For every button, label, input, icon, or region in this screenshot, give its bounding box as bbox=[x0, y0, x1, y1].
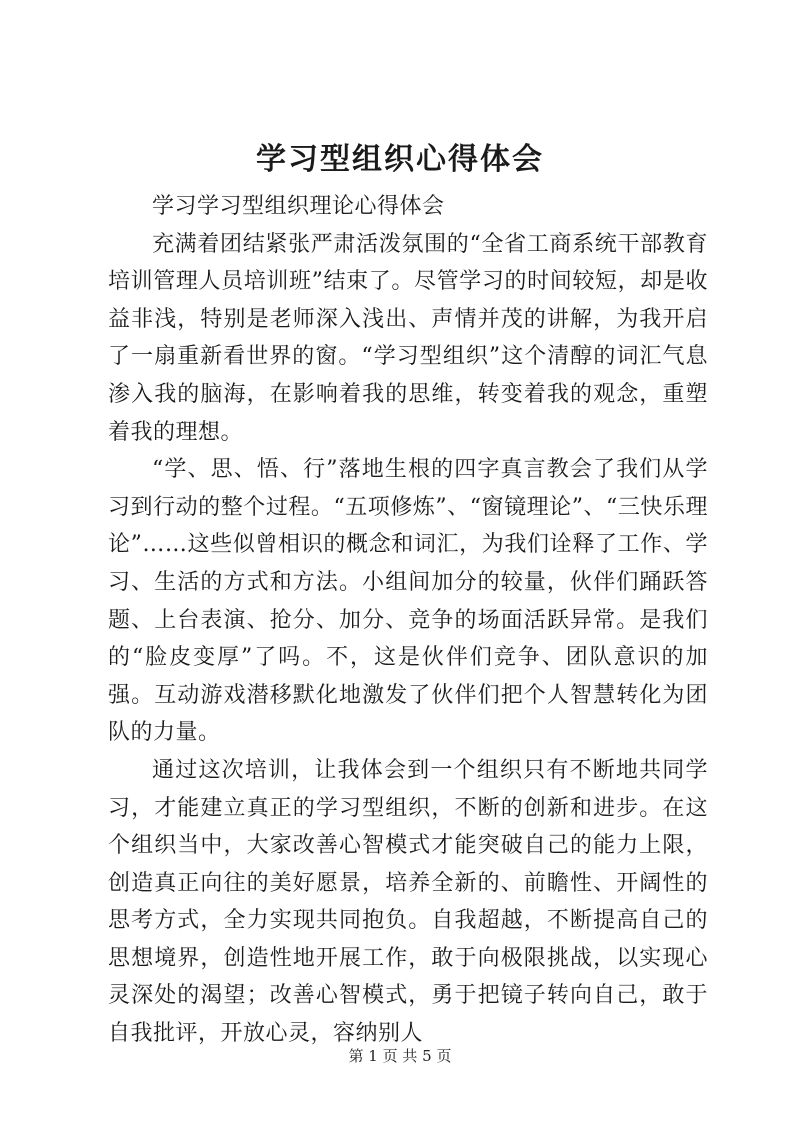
page-footer: 第 1 页 共 5 页 bbox=[348, 1047, 452, 1065]
document-body bbox=[108, 188, 708, 1053]
document-title: 学习型组织心得体会 bbox=[256, 142, 544, 177]
document-subtitle: 学习学习型组织理论心得体会 bbox=[152, 194, 445, 219]
paragraph-2: “学、思、悟、行”落地生根的四字真言教会了我们从学习到行动的整个过程。“五项修炼”、“窗镜理论”、“三快乐理论”……这些似曾相识的概念和词汇，为我们诠释了工作、学习、生活的方式和方法。小组间加分的较量，伙伴们踊跃答题、上台表演、抢分、加分、竞争的场面活跃异常。是我们的“脸皮变厚”了吗。不，这是伙伴们竞争、团队意识的加强。互动游戏潜移默化地激发了伙伴们把个人智慧转化为团队的力量。 bbox=[108, 457, 708, 746]
paragraph-3: 通过这次培训，让我体会到一个组织只有不断地共同学习，才能建立真正的学习型组织，不断的创新和进步。在这个组织当中，大家改善心智模式才能突破自己的能力上限，创造真正向往的美好愿景，培养全新的、前瞻性、开阔性的思考方式，全力实现共同抱负。自我超越，不断提高自己的思想境界，创造性地开展工作，敢于向极限挑战，以实现心灵深处的渴望；改善心智模式，勇于把镜子转向自己，敢于自我批评，开放心灵，容纳别人 bbox=[108, 757, 708, 1047]
paragraph-1: 充满着团结紧张严肃活泼氛围的“全省工商系统干部教育培训管理人员培训班”结束了。尽管学习的时间较短，却是收益非浅，特别是老师深入浅出、声情并茂的讲解，为我开启了一扇重新看世界的窗。“学习型组织”这个清醇的词汇气息渗入我的脑海，在影响着我的思维，转变着我的观念，重塑着我的理想。 bbox=[108, 231, 708, 445]
